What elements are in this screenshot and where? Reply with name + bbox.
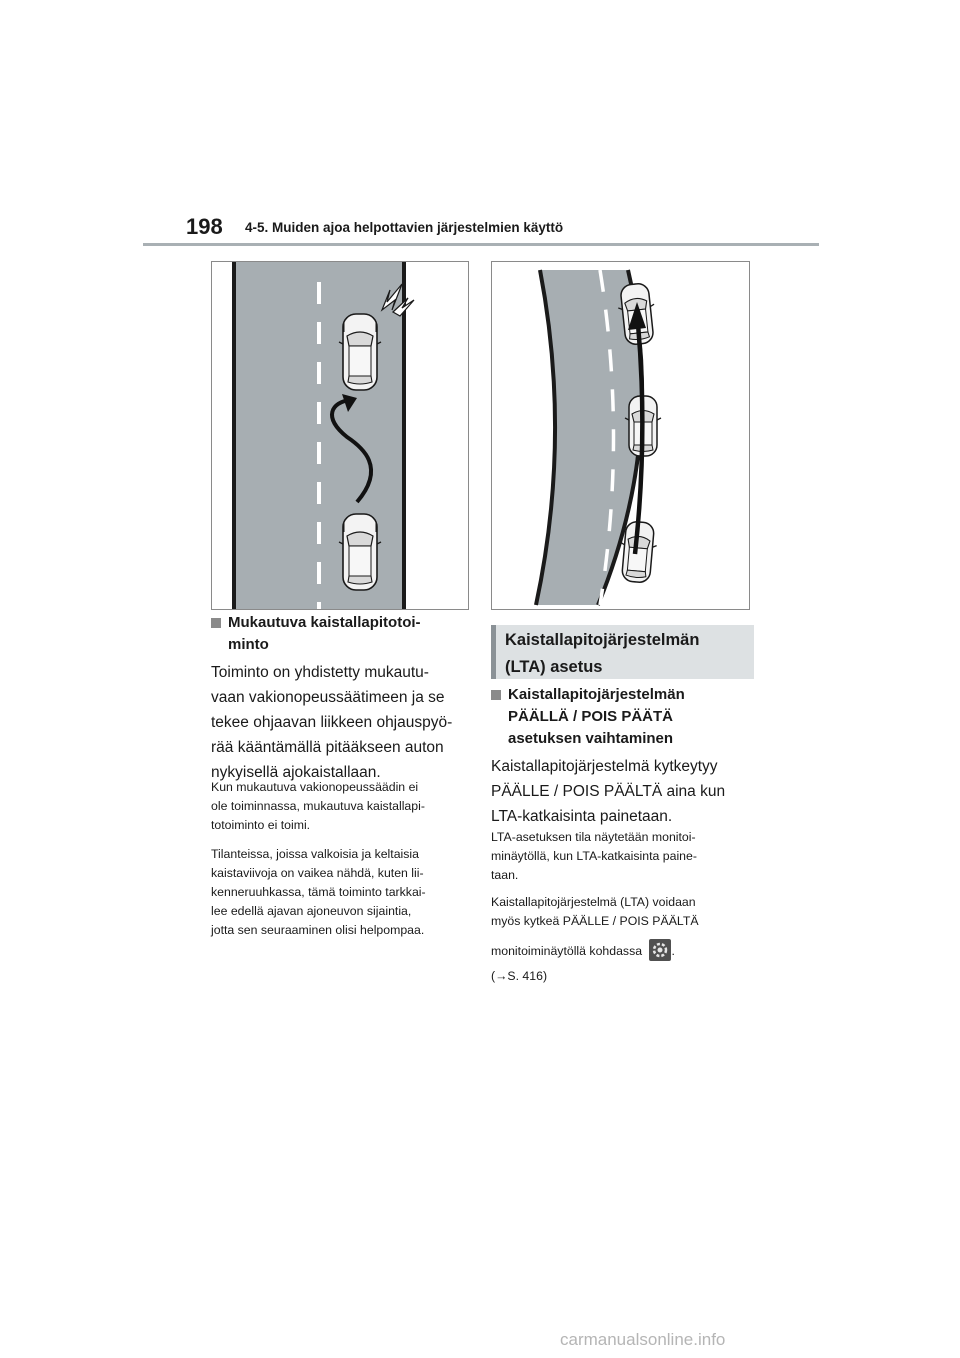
text-line: tekee ohjaavan liikkeen ohjauspyö- — [211, 714, 453, 731]
preceding-car — [339, 314, 381, 390]
text-fragment: . — [671, 944, 675, 958]
page-reference: (→S. 416) — [491, 969, 548, 983]
section-title-line: Kaistallapitojärjestelmän — [505, 631, 700, 649]
text-line: ole toiminnassa, mukautuva kaistallapi- — [211, 799, 425, 813]
page-number: 198 — [186, 214, 223, 239]
note-paragraph — [491, 893, 756, 986]
text-line: jotta sen seuraaminen olisi helpompaa. — [211, 923, 425, 937]
text-line: lee edellä ajavan ajoneuvon sijaintia, — [211, 904, 412, 918]
text-line: kenneruuhkassa, tämä toiminto tarkkai- — [211, 885, 426, 899]
road-surface — [234, 262, 404, 609]
text-line — [491, 939, 756, 961]
text-line: Tilanteissa, joissa valkoisia ja keltaisia — [211, 847, 419, 861]
text-line: Kaistallapitojärjestelmä (LTA) voidaan — [491, 895, 696, 909]
body-paragraph — [211, 660, 476, 785]
curve-following-illustration — [491, 261, 750, 610]
lane-tracing-illustration — [211, 261, 469, 610]
text-line: Toiminto on yhdistetty mukautu- — [211, 664, 429, 681]
heading-line: Mukautuva kaistallapitotoi- — [228, 614, 421, 631]
text-line: PÄÄLLE / POIS PÄÄLTÄ aina kun — [491, 783, 726, 800]
text-line: nykyisellä ajokaistallaan. — [211, 764, 381, 781]
text-line: myös kytkeä PÄÄLLE / POIS PÄÄLTÄ — [491, 914, 699, 928]
note-paragraph — [211, 778, 476, 835]
section-title-box — [491, 625, 754, 679]
text-line: rää kääntämällä pitääkseen auton — [211, 739, 444, 756]
road-edge-right — [402, 262, 406, 609]
heading-line: PÄÄLLÄ / POIS PÄÄTÄ — [508, 708, 674, 725]
note-paragraph — [491, 828, 756, 885]
bullet-heading-lta-toggle — [491, 684, 751, 750]
text-line: minäytöllä, kun LTA-katkaisinta paine- — [491, 849, 697, 863]
square-bullet-icon — [211, 618, 221, 628]
text-line: LTA-asetuksen tila näytetään monitoi- — [491, 830, 696, 844]
bullet-heading-adaptive-lane — [211, 612, 471, 656]
header-divider — [143, 243, 819, 246]
square-bullet-icon — [491, 690, 501, 700]
road-edge-left — [232, 262, 236, 609]
heading-line: asetuksen vaihtaminen — [508, 730, 674, 747]
body-paragraph — [491, 754, 756, 829]
heading-line: Kaistallapitojärjestelmän — [508, 686, 685, 703]
text-line: totoiminto ei toimi. — [211, 818, 311, 832]
text-line: LTA-katkaisinta painetaan. — [491, 808, 673, 825]
chapter-title: 4-5. Muiden ajoa helpottavien järjestelmien käyttö — [245, 220, 564, 235]
gear-icon — [649, 939, 671, 961]
text-line: Kun mukautuva vakionopeussäädin ei — [211, 780, 419, 794]
watermark: carmanualsonline.info — [560, 1330, 726, 1349]
own-car — [339, 514, 381, 590]
text-line: taan. — [491, 868, 519, 882]
text-line: kaistaviivoja on vaikea nähdä, kuten lii- — [211, 866, 424, 880]
heading-line: minto — [228, 636, 269, 653]
text-fragment: monitoiminäytöllä kohdassa — [491, 944, 643, 958]
note-paragraph — [211, 845, 476, 940]
section-title-line: (LTA) asetus — [505, 658, 603, 676]
text-line: Kaistallapitojärjestelmä kytkeytyy — [491, 758, 718, 775]
text-line: vaan vakionopeussäätimeen ja se — [211, 689, 445, 706]
